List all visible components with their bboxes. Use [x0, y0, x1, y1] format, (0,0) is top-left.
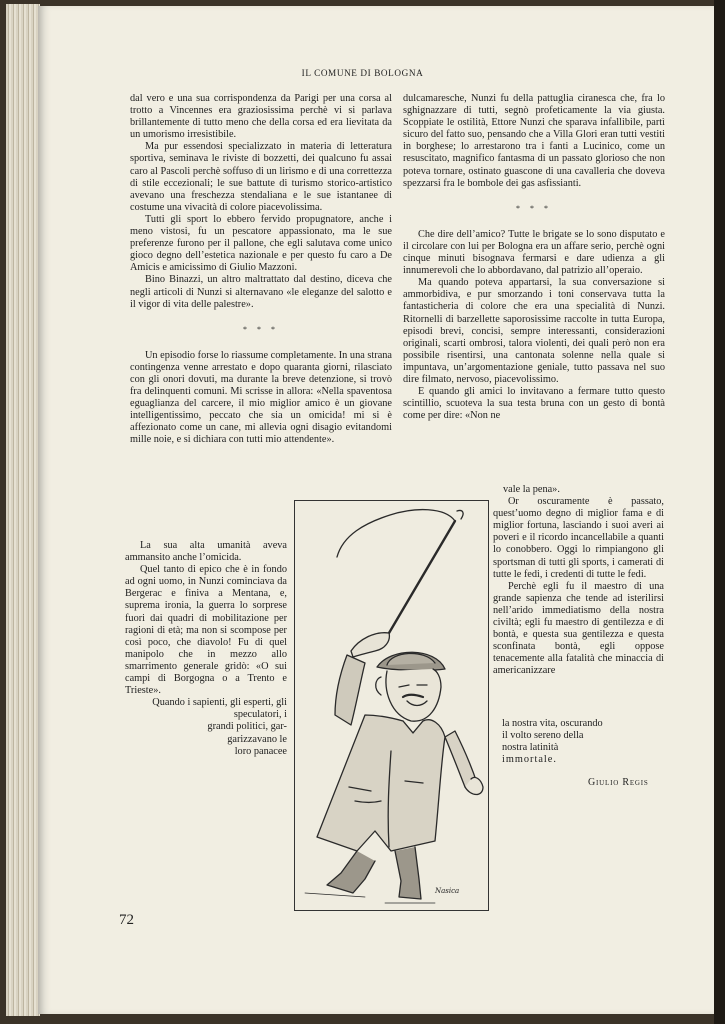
line: Quando i sapienti, gli esperti, gli speculatori, i [152, 697, 287, 721]
paragraph: dulcamaresche, Nunzi fu della pattuglia ciranesca che, fra lo sghignazzare di tutti, segnò profeticamente la via giusta. Scoppiate le ostilità, Ettore Nunzi che sparava infallibile, partì sicuro del fatto suo, pensando che a Villa Glori eran tutti vestiti in borghese; lo arrestarono tra i fanti a Lucinico, come un resuscitato, magnifico fantasma di un passato glorioso che non poteva tornare, ostinato guascone di una cavalleria che doveva spezzarsi fra le bombole dei gas asfissianti. [403, 93, 665, 189]
author-signature: Giulio Regis [588, 777, 649, 788]
artist-signature: Nasica [435, 887, 460, 895]
running-header: IL COMUNE DI BOLOGNA [301, 68, 424, 78]
paragraph: Tutti gli sport lo ebbero fervido propugnatore, anche i meno vistosi, fu un pescatore appassionato, ma le sue preferenze furono per il pallone, che egli salutava come unico gioco degno dell’estetica nazionale e per questo fu caro a De Amicis e amicissimo di Giulio Mazzoni. [130, 213, 392, 274]
caricature-drawing [295, 501, 488, 910]
paragraph: E quando gli amici lo invitavano a fermare tutto questo scintillio, scuoteva la sua testa bruna con un gesto di bontà come per dire: «Non ne [403, 386, 665, 422]
paragraph: Ma pur essendosi specializzato in materia di letteratura sportiva, seminava le riviste di bozzetti, dei qualcuno fu assai caro al Pascoli perchè soffuso di un lirismo e di una correttezza di stile eccezionali; le sue battute di turismo storico-artistico avevano una freschezza stendaliana e le sue istantanee di costume una vivacità di colore piacevolissima. [130, 141, 392, 213]
line: vale la pena». [503, 484, 560, 495]
right-column [403, 93, 665, 422]
line: la nostra vita, oscurando [502, 718, 603, 729]
paragraph: dal vero e una sua corrispondenza da Parigi per una corsa al trotto a Vincennes era graziosissima perchè vi si parlava brillantemente di tutto meno che della corsa ed era lievitata da un umorismo irresistibile. [130, 93, 392, 141]
page-stack-edge [6, 4, 40, 1016]
closing-lines [125, 697, 287, 757]
section-separator: * * * [243, 324, 279, 334]
paragraph: Un episodio forse lo riassume completamente. In una strana contingenza venne arrestato e dopo quaranta giorni, rilasciato con gli onori dovuti, ma durante la breve detenzione, si trovò fra delinquenti comuni. Mi scrisse in allora: «Nella spaventosa eguaglianza del carcere, il mio miglior amico è un giovane intelligentissimo, peccato che sia un omicida! mi si è affezionato come un cane, mi allevia ogni disagio evitandomi mille noie, e si dichiara con tutti mio attendente». [130, 349, 392, 446]
left-column [130, 93, 392, 447]
paragraph: La sua alta umanità aveva ammansito anche l’omicida. [125, 540, 287, 564]
line: loro panacee [234, 745, 287, 757]
line: il volto sereno della [502, 730, 584, 742]
right-closing-lines [502, 718, 662, 766]
section-separator: * * * [516, 203, 552, 213]
right-wrapped-text [493, 484, 664, 678]
page-number: 72 [119, 912, 134, 928]
paragraph: Quel tanto di epico che è in fondo ad ogni uomo, in Nunzi cominciava da Bergerac e finiva a Mentana, e, suprema ironia, la guerra lo sorprese fuori dai quadri di mobilitazione per ragioni di età; ma non si scompose per così poco, che diavolo! Fu di quel manipolo che in mezzo allo smarrimento generale gridò: «O sui campi di Borgogna o a Trento e Trieste». [125, 564, 287, 697]
binding-edge [714, 0, 725, 1024]
caricature-illustration [294, 500, 489, 911]
line: nostra latinità [502, 742, 559, 754]
line: immortale. [502, 754, 557, 766]
line: grandi politici, gar- [207, 721, 287, 733]
paragraph: Che dire dell’amico? Tutte le brigate se lo sono disputato e il circolare con lui per Bologna era un affare serio, perchè ogni cinque minuti bisognava fermarsi e dare udienza a gli innumerevoli che lo abbordavano, dal patrizio all’operaio. [403, 228, 665, 277]
paragraph: Or oscuramente è passato, quest’uomo degno di miglior fama e di miglior fortuna, lasciando i suoi averi ai poveri e il ricordo incancellabile a quanti lo conobbero. Oggi lo rimpiangono gli sportsman di tutti gli sports, i camerati di tutte le fedi, i credenti di tutte le fedi. [493, 496, 664, 580]
paragraph: Bino Binazzi, un altro maltrattato dal destino, diceva che negli articoli di Nunzi si alternavano «le eleganze del salotto e il vigor di vita delle palestre». [130, 274, 392, 310]
line: garizzavano le [227, 733, 287, 745]
paragraph: Perchè egli fu il maestro di una grande sapienza che tende ad isterilirsi nell’arido immediatismo della nostra civiltà; egli fu maestro di gentilezza e di bontà, e questa sua gentilezza e questa sconfinata bontà, egli oppose tenacemente alla fatalità che minaccia di americanizzare [493, 580, 664, 677]
paragraph: Ma quando poteva appartarsi, la sua conversazione si ammorbidiva, e pur smorzando i toni conservava tutta la fantasticheria di colore che era una specialità di Nunzi. Ritornelli di barzellette saporosissime raccolte in tutta Europa, episodi brevi, concisi, sempre interessanti, considerazioni originali, scarti ombrosi, talora violenti, dei quali però non era possibile risentirsi, una cantonata solenne nella quale si impuntava, un’argomentazione geniale, tutto passava nel suo dire filmato, nervoso, piacevolissimo. [403, 277, 665, 385]
left-wrapped-text [125, 540, 287, 758]
